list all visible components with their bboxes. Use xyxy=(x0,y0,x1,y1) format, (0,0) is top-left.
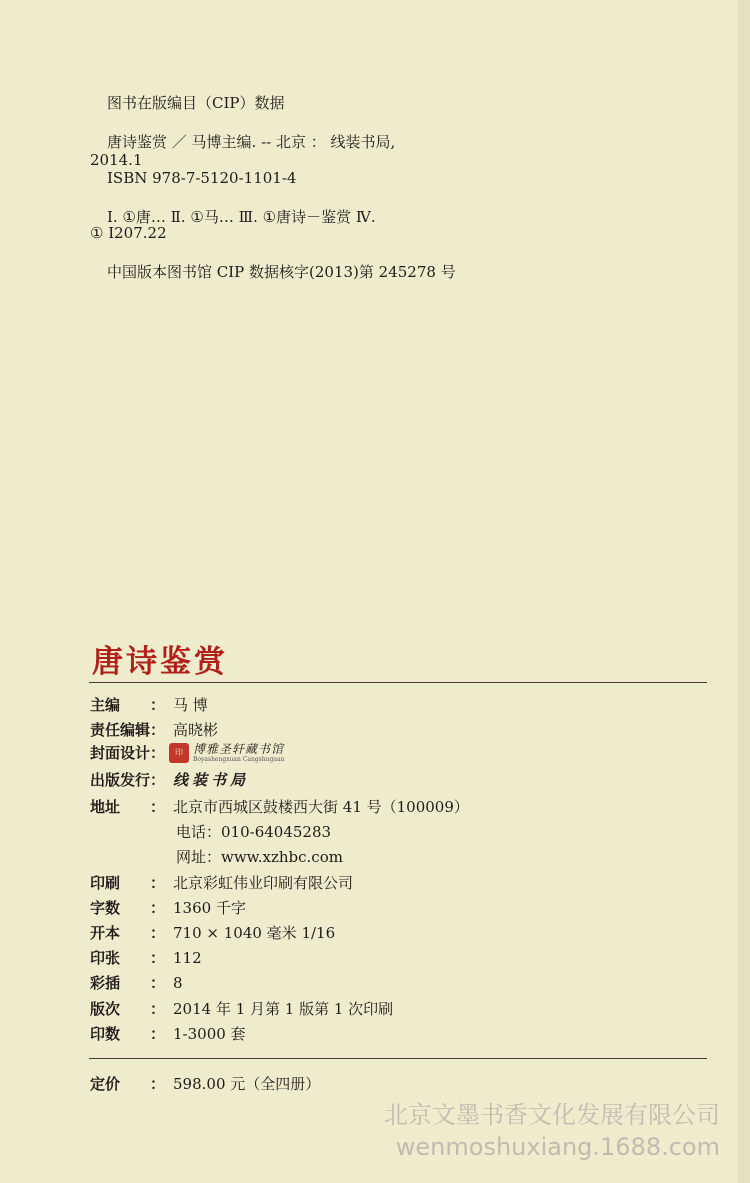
sheets-value: 112 xyxy=(173,948,202,967)
printer-value: 北京彩虹伟业印刷有限公司 xyxy=(173,874,354,892)
cover-design-row xyxy=(90,742,285,763)
responsible-editor-value: 高晓彬 xyxy=(173,721,219,739)
cover-designer-pinyin: Boyashengxuan Cangshuguan xyxy=(193,755,285,763)
editor-row xyxy=(90,694,208,715)
cover-designer-brand xyxy=(193,743,285,763)
address-row xyxy=(90,796,469,817)
top-rule xyxy=(89,682,707,683)
format-label: 开本 ： xyxy=(90,924,165,942)
word-count-value: 1360 千字 xyxy=(173,899,246,917)
cip-isbn-line: ISBN 978-7-5120-1101-4 xyxy=(107,169,297,187)
cip-heading: 图书在版编目（CIP）数据 xyxy=(107,94,285,112)
watermark-url: wenmoshuxiang.1688.com xyxy=(395,1133,720,1161)
word-count-row xyxy=(90,897,246,918)
publisher-label: 出版发行 ： xyxy=(90,771,166,789)
edition-value: 2014 年 1 月第 1 版第 1 次印刷 xyxy=(173,1000,394,1018)
print-run-row xyxy=(90,1023,246,1044)
price-row xyxy=(90,1073,320,1094)
format-row xyxy=(90,922,335,943)
color-plates-label: 彩插 ： xyxy=(90,974,165,992)
publisher-value: 线装书局 xyxy=(173,771,250,789)
address-label: 地址 ： xyxy=(90,798,165,816)
price-label: 定价 ： xyxy=(90,1075,165,1093)
cip-title-line: 唐诗鉴赏 ／ 马博主编. -- 北京 ： 线装书局, xyxy=(107,133,396,151)
bottom-rule xyxy=(89,1058,707,1059)
seal-icon: 印 xyxy=(169,743,189,763)
cover-designer-name: 博雅圣轩藏书馆 xyxy=(193,741,285,756)
cip-code-line: ① I207.22 xyxy=(90,224,167,242)
color-plates-value: 8 xyxy=(173,973,183,992)
responsible-editor-label: 责任编辑 ： xyxy=(90,721,166,739)
phone-line: 电话：010-64045283 xyxy=(176,823,332,841)
website-line: 网址：www.xzhbc.com xyxy=(176,848,343,866)
address-value: 北京市西城区鼓楼西大街 41 号（100009） xyxy=(173,798,469,816)
printer-label: 印刷 ： xyxy=(90,874,165,892)
watermark-company: 北京文墨书香文化发展有限公司 xyxy=(384,1101,720,1129)
page-edge xyxy=(738,0,750,1183)
word-count-label: 字数 ： xyxy=(90,899,165,917)
cover-design-label: 封面设计 ： xyxy=(90,744,166,762)
sheets-label: 印张 ： xyxy=(90,949,165,967)
editor-label: 主编 ： xyxy=(90,696,165,714)
cip-classification-line: Ⅰ. ①唐… Ⅱ. ①马… Ⅲ. ①唐诗－鉴赏 Ⅳ. xyxy=(107,208,376,226)
price-value: 598.00 元（全四册） xyxy=(173,1075,321,1093)
book-title: 唐诗鉴赏 xyxy=(92,644,228,680)
edition-row xyxy=(90,998,393,1019)
responsible-editor-row xyxy=(90,719,218,740)
format-value: 710 × 1040 毫米 1/16 xyxy=(173,924,336,942)
cip-record-line: 中国版本图书馆 CIP 数据核字(2013)第 245278 号 xyxy=(107,263,456,281)
sheets-row xyxy=(90,947,202,968)
publisher-row xyxy=(90,769,249,790)
print-run-value: 1-3000 套 xyxy=(173,1025,246,1043)
edition-label: 版次 ： xyxy=(90,1000,165,1018)
print-run-label: 印数 ： xyxy=(90,1025,165,1043)
printer-row xyxy=(90,872,353,893)
editor-value: 马 博 xyxy=(173,696,208,714)
cip-date-line: 2014.1 xyxy=(90,151,143,169)
color-plates-row xyxy=(90,972,183,993)
